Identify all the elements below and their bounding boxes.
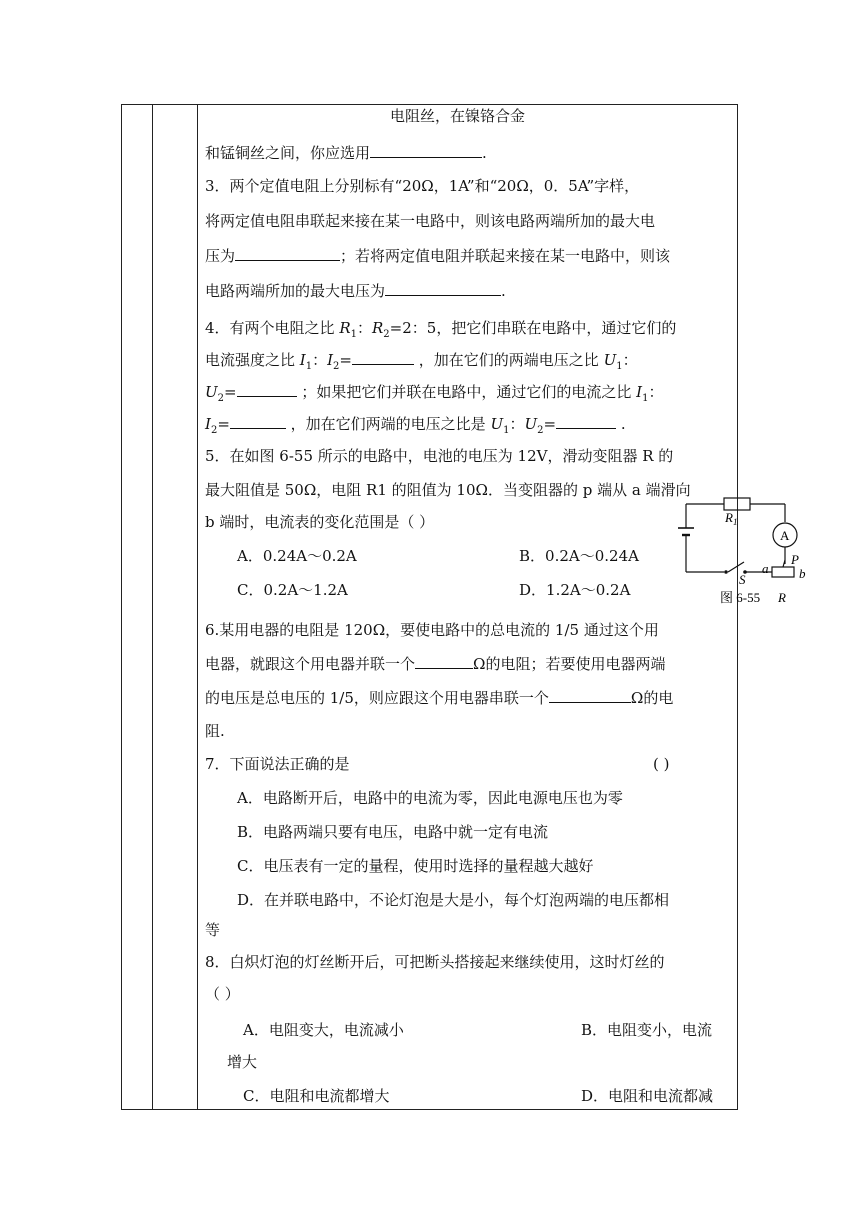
- rheostat-symbol: [772, 567, 794, 577]
- q7-option-d-cont: 等: [205, 921, 221, 939]
- q3-line-2: 将两定值电阻串联起来接在某一电路中，则该电路两端所加的最大电: [205, 212, 656, 230]
- answer-blank[interactable]: [235, 246, 340, 261]
- q8-option-c[interactable]: C．电阻和电流都增大: [243, 1087, 390, 1105]
- answer-blank[interactable]: [237, 382, 297, 397]
- answer-blank[interactable]: [385, 281, 501, 296]
- answer-blank[interactable]: [415, 654, 473, 669]
- table-column-divider: [152, 104, 153, 1110]
- answer-blank[interactable]: [230, 414, 286, 429]
- circuit-diagram: [676, 490, 816, 610]
- q8-line-1: 8．白炽灯泡的灯丝断开后，可把断头搭接起来继续使用，这时灯丝的: [205, 953, 665, 971]
- q5-option-b[interactable]: B．0.2A～0.24A: [519, 547, 639, 565]
- q5-line-1: 5．在如图 6-55 所示的电路中，电池的电压为 12V，滑动变阻器 R 的: [205, 447, 674, 465]
- q6-line-3: 的电压是总电压的 1/5，则应跟这个用电器串联一个 Ω的电: [205, 689, 674, 707]
- answer-blank[interactable]: [370, 143, 482, 158]
- q8-option-b[interactable]: B．电阻变小，电流: [581, 1021, 713, 1039]
- q8-option-b-cont: 增大: [227, 1053, 258, 1071]
- answer-blank[interactable]: [352, 350, 414, 365]
- q5-line-3: b 端时，电流表的变化范围是（ ）: [205, 513, 435, 531]
- switch-symbol: [728, 562, 744, 572]
- q3-line-1: 3．两个定值电阻上分别标有“20Ω，1A”和“20Ω，0．5A”字样，: [205, 177, 640, 195]
- label-ammeter: A: [780, 528, 790, 543]
- q4-line-3: $U_2=$ ；如果把它们并联在电路中，通过它们的电流之比 $I_1$：: [205, 383, 664, 404]
- label-r1: $R_1$: [725, 510, 738, 527]
- q3-line-4: 电路两端所加的最大电压为 .: [205, 282, 506, 300]
- resistor-r1-symbol: [724, 498, 750, 510]
- q5-option-d[interactable]: D．1.2A～0.2A: [519, 581, 631, 599]
- q2-line-2: 和锰铜丝之间，你应选用 .: [205, 144, 487, 162]
- q4-line-2: 电流强度之比 $I_1$：$I_2=$ ，加在它们的两端电压之比 $U_1$：: [205, 351, 638, 372]
- label-a: a: [762, 561, 769, 576]
- label-r: R: [778, 590, 786, 605]
- q4-line-4: $I_2=$ ，加在它们两端的电压之比是 $U_1$：$U_2=$ .: [205, 415, 626, 436]
- q5-line-2: 最大阻值是 50Ω，电阻 R1 的阻值为 10Ω．当变阻器的 p 端从 a 端滑向: [205, 481, 691, 499]
- q7-answer-bracket[interactable]: ( ): [653, 755, 670, 773]
- q8-answer-bracket[interactable]: （ ）: [205, 985, 240, 1003]
- q3-line-3: 压为 ；若将两定值电阻并联起来接在某一电路中，则该: [205, 247, 671, 265]
- q8-option-a[interactable]: A．电阻变大，电流减小: [243, 1021, 404, 1039]
- answer-blank[interactable]: [556, 414, 616, 429]
- label-s: S: [739, 572, 746, 587]
- answer-blank[interactable]: [549, 688, 631, 703]
- q7-option-d[interactable]: D．在并联电路中，不论灯泡是大是小，每个灯泡两端的电压都相: [237, 891, 670, 909]
- q6-line-4: 阻.: [205, 722, 225, 740]
- q4-line-1: 4．有两个电阻之比 $R_1$：$R_2=2$：5，把它们串联在电路中，通过它们的: [205, 319, 677, 340]
- q5-option-a[interactable]: A．0.24A～0.2A: [237, 547, 357, 565]
- q2-line-1: 电阻丝，在镍铬合金: [390, 107, 526, 125]
- figure-caption: 图 6-55: [720, 590, 761, 605]
- q7-option-a[interactable]: A．电路断开后，电路中的电流为零，因此电源电压也为零: [237, 789, 623, 807]
- q6-line-1: 6.某用电器的电阻是 120Ω，要使电路中的总电流的 1/5 通过这个用: [205, 621, 659, 639]
- q6-line-2: 电器，就跟这个用电器并联一个 Ω的电阻；若要使用电器两端: [205, 655, 666, 673]
- table-column-divider: [197, 104, 198, 1110]
- q7-line-1: 7．下面说法正确的是: [205, 755, 350, 773]
- label-p: P: [791, 552, 799, 567]
- q5-option-c[interactable]: C．0.2A～1.2A: [237, 581, 348, 599]
- q8-option-d[interactable]: D．电阻和电流都减: [581, 1087, 714, 1105]
- q7-option-b[interactable]: B．电路两端只要有电压，电路中就一定有电流: [237, 823, 549, 841]
- q7-option-c[interactable]: C．电压表有一定的量程，使用时选择的量程越大越好: [237, 857, 594, 875]
- label-b: b: [799, 566, 806, 581]
